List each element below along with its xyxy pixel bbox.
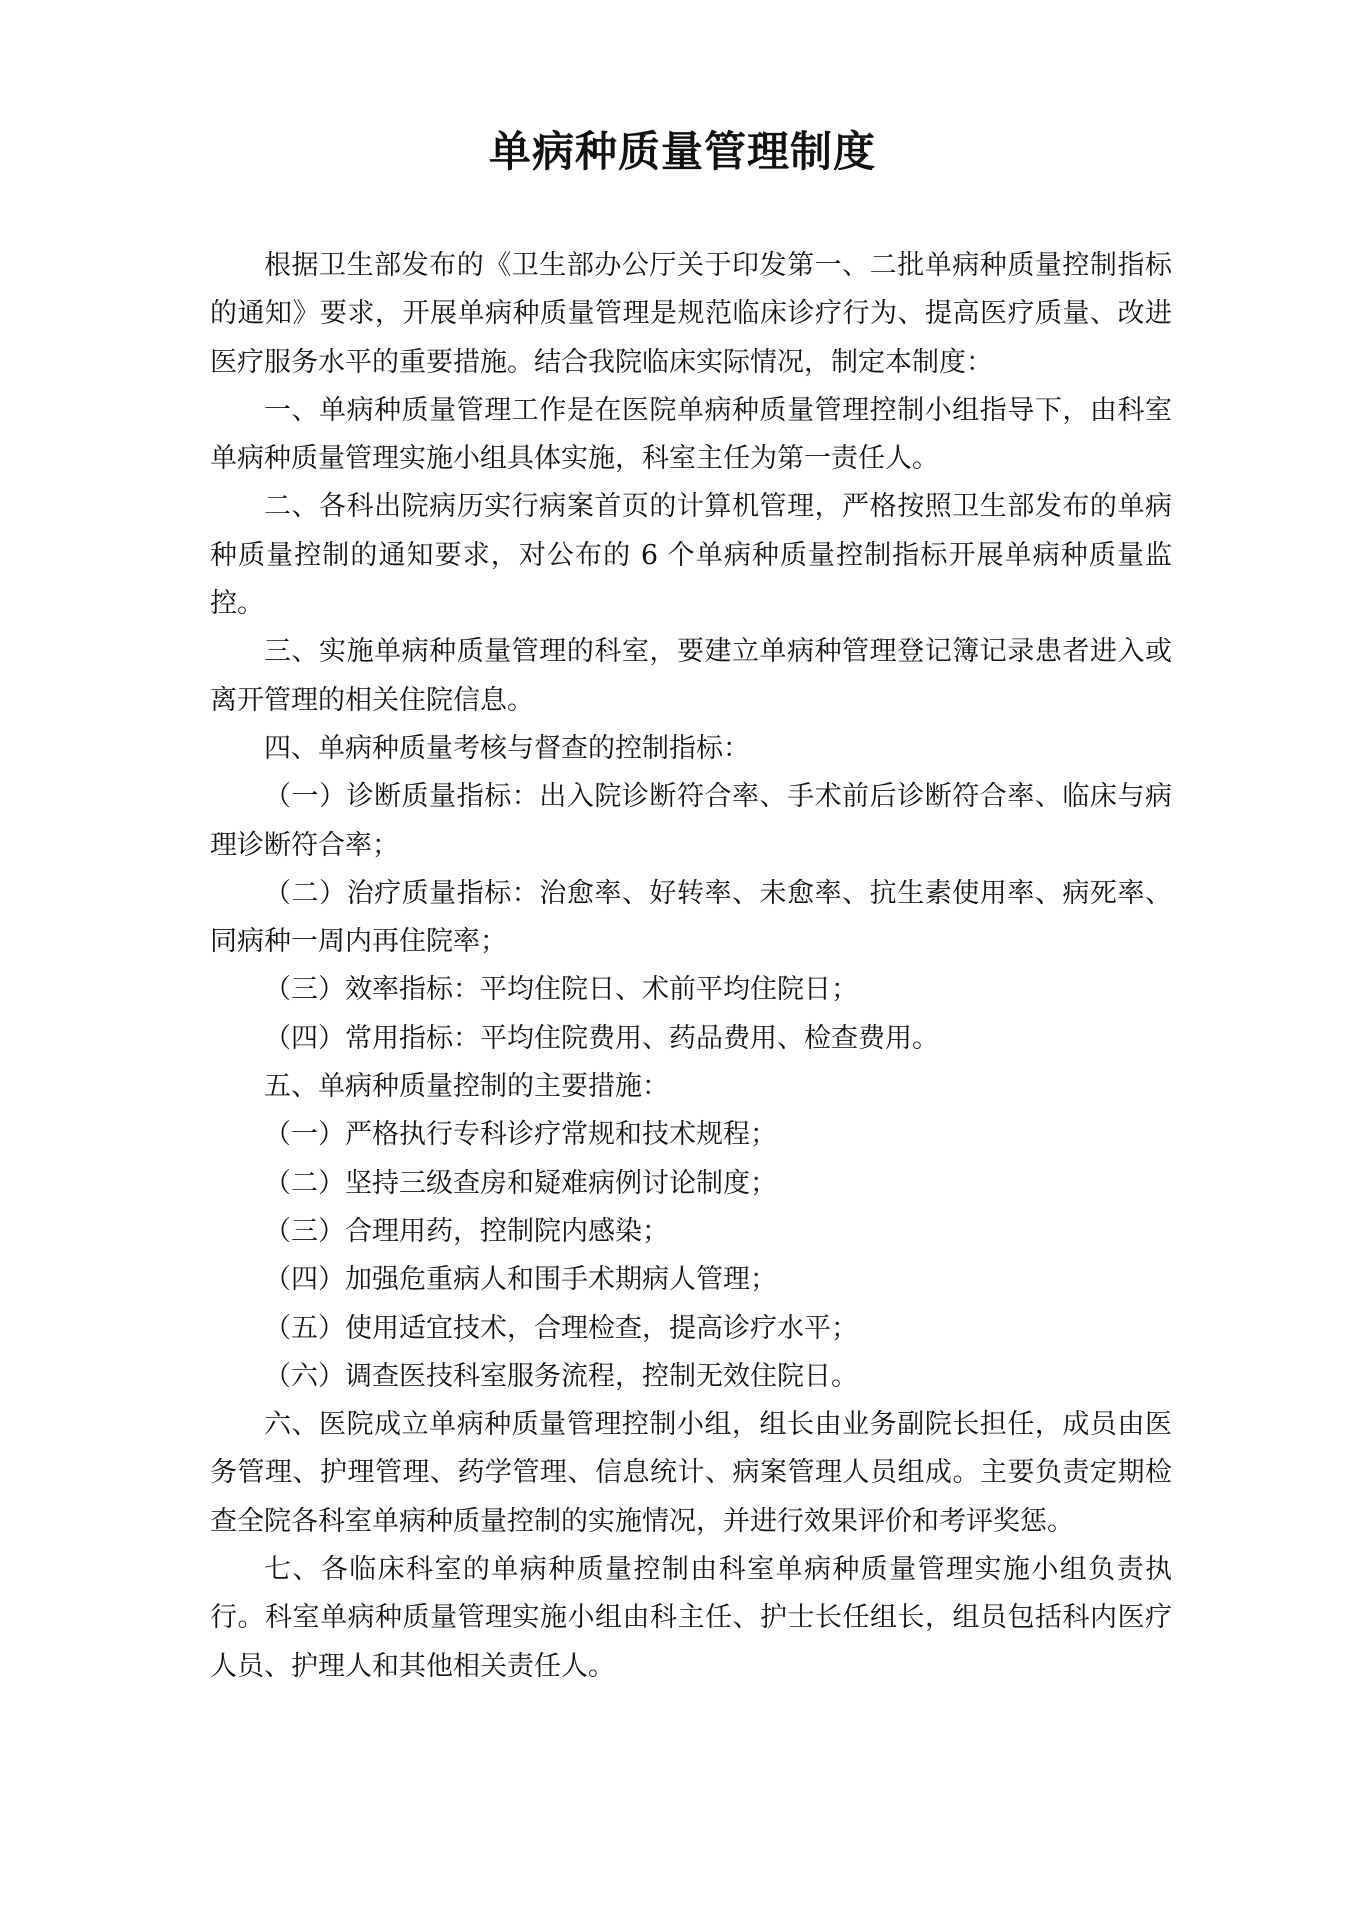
paragraph-item-5-sub-1: （一）严格执行专科诊疗常规和技术规程；	[264, 1119, 777, 1151]
paragraph-item-4-sub-3: （三）效率指标：平均住院日、术前平均住院日；	[264, 974, 858, 1006]
paragraph-item-3: 三、实施单病种质量管理的科室，要建立单病种管理登记簿记录患者进入或离开管理的相关住院信息。	[210, 636, 1172, 716]
paragraph-item-5: 五、单病种质量控制的主要措施：	[264, 1071, 669, 1103]
paragraph-item-4-sub-1: （一）诊断质量指标：出入院诊断符合率、手术前后诊断符合率、临床与病理诊断符合率；	[210, 781, 1172, 861]
paragraph-item-4: 四、单病种质量考核与督查的控制指标：	[264, 732, 750, 764]
document-body	[210, 242, 1172, 1691]
document-title: 单病种质量管理制度	[488, 127, 876, 176]
paragraph-item-5-sub-5: （五）使用适宜技术，合理检查，提高诊疗水平；	[264, 1312, 858, 1344]
paragraph-item-5-sub-2: （二）坚持三级查房和疑难病例讨论制度；	[264, 1167, 777, 1199]
paragraph-item-6: 六、医院成立单病种质量管理控制小组，组长由业务副院长担任，成员由医务管理、护理管理、药学管理、信息统计、病案管理人员组成。主要负责定期检查全院各科室单病种质量控制的实施情况，并进行效果评价和考评奖惩。	[210, 1409, 1172, 1537]
paragraph-item-4-sub-4: （四）常用指标：平均住院费用、药品费用、检查费用。	[264, 1022, 939, 1054]
paragraph-item-5-sub-4: （四）加强危重病人和围手术期病人管理；	[264, 1264, 777, 1296]
paragraph-item-1: 一、单病种质量管理工作是在医院单病种质量管理控制小组指导下，由科室单病种质量管理实施小组具体实施，科室主任为第一责任人。	[210, 394, 1172, 475]
paragraph-item-5-sub-6: （六）调查医技科室服务流程，控制无效住院日。	[264, 1360, 858, 1392]
paragraph-intro: 根据卫生部发布的《卫生部办公厅关于印发第一、二批单病种质量控制指标的通知》要求，开展单病种质量管理是规范临床诊疗行为、提高医疗质量、改进医疗服务水平的重要措施。结合我院临床实际情况，制定本制度：	[210, 250, 1172, 378]
paragraph-item-7: 七、各临床科室的单病种质量控制由科室单病种质量管理实施小组负责执行。科室单病种质量管理实施小组由科主任、护士长任组长，组员包括科内医疗人员、护理人和其他相关责任人。	[210, 1554, 1172, 1682]
paragraph-item-2: 二、各科出院病历实行病案首页的计算机管理，严格按照卫生部发布的单病种质量控制的通知要求，对公布的 6 个单病种质量控制指标开展单病种质量监控。	[210, 491, 1172, 620]
paragraph-item-5-sub-3: （三）合理用药，控制院内感染；	[264, 1215, 669, 1247]
paragraph-item-4-sub-2: （二）治疗质量指标：治愈率、好转率、未愈率、抗生素使用率、病死率、同病种一周内再住院率；	[210, 877, 1172, 958]
